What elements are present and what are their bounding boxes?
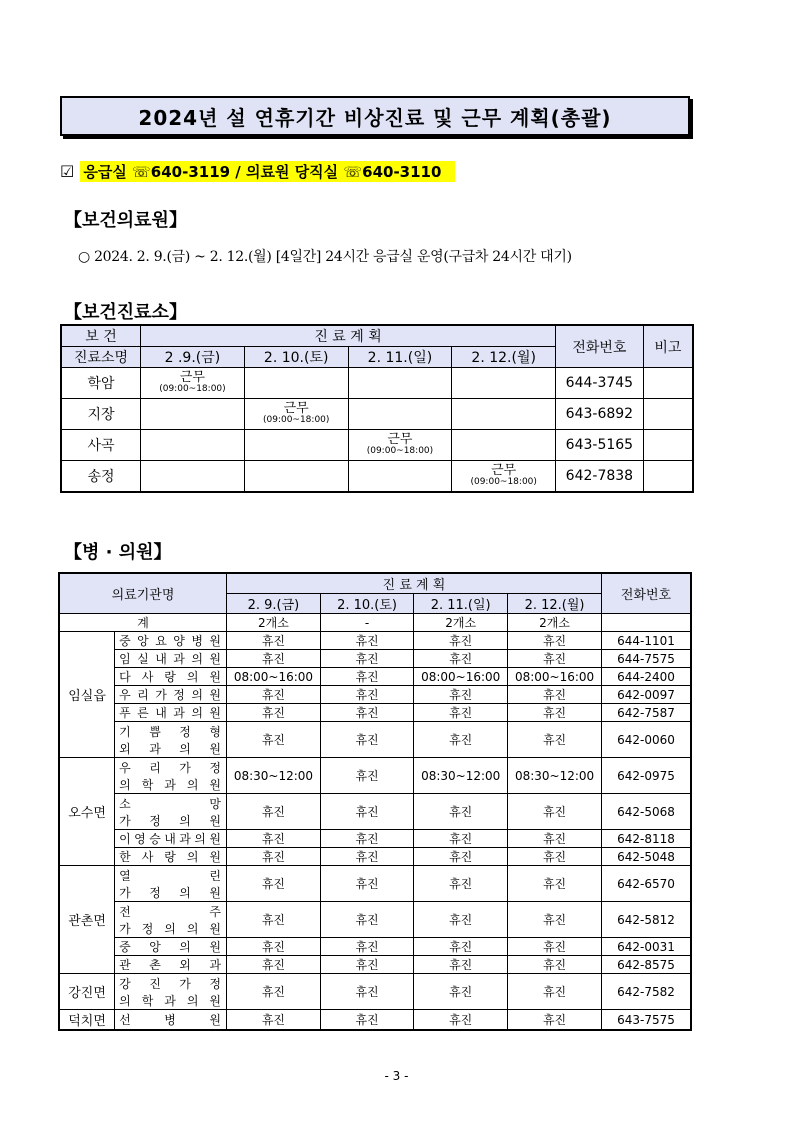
medical-schedule-table xyxy=(58,572,692,1031)
schedule-cell: 휴진 xyxy=(508,866,602,902)
work-label: 근무 xyxy=(179,370,205,386)
schedule-cell: 휴진 xyxy=(320,866,413,902)
schedule-cell: 휴진 xyxy=(226,902,320,938)
schedule-cell: 휴진 xyxy=(226,632,320,650)
schedule-cell: 휴진 xyxy=(414,866,508,902)
medical-date-header: 2. 10.(토) xyxy=(320,594,413,614)
work-entry xyxy=(349,433,452,456)
schedule-cell: 휴진 xyxy=(414,938,508,956)
clinic-schedule-cell xyxy=(452,399,556,430)
institution-name xyxy=(115,632,227,650)
institution-phone: 644-7575 xyxy=(601,650,691,668)
schedule-cell: 휴진 xyxy=(508,938,602,956)
clinic-schedule-cell xyxy=(244,430,348,461)
institution-name xyxy=(115,704,227,722)
work-label: 근무 xyxy=(491,463,517,479)
institution-phone: 642-5812 xyxy=(601,902,691,938)
total-cell: - xyxy=(320,614,413,632)
schedule-cell: 휴진 xyxy=(320,956,413,974)
institution-name-line: 임 실 내 과 의 원 xyxy=(119,652,222,666)
work-hours: (09:00~18:00) xyxy=(470,476,537,487)
page-title: 2024년 설 연휴기간 비상진료 및 근무 계획(총괄) xyxy=(60,96,690,136)
schedule-cell: 휴진 xyxy=(226,1010,320,1031)
schedule-cell: 08:00~16:00 xyxy=(508,668,602,686)
medical-phone-header: 전화번호 xyxy=(601,573,691,614)
schedule-cell: 휴진 xyxy=(320,794,413,830)
schedule-cell: 휴진 xyxy=(320,650,413,668)
clinic-schedule-cell xyxy=(141,399,245,430)
clinic-phone: 642-7838 xyxy=(556,461,644,492)
institution-phone: 642-0097 xyxy=(601,686,691,704)
clinic-schedule-cell xyxy=(348,368,452,399)
schedule-cell: 휴진 xyxy=(414,632,508,650)
schedule-cell: 휴진 xyxy=(508,650,602,668)
medical-date-header: 2. 9.(금) xyxy=(226,594,320,614)
clinic-name: 사곡 xyxy=(61,430,141,461)
schedule-cell: 휴진 xyxy=(226,938,320,956)
institution-name-line: 우 리 가 정 xyxy=(119,760,222,775)
institution-name xyxy=(115,938,227,956)
schedule-cell: 휴진 xyxy=(414,686,508,704)
institution-name-line: 의 학 과 의 원 xyxy=(119,993,222,1008)
institution-phone: 644-1101 xyxy=(601,632,691,650)
institution-name xyxy=(115,794,227,830)
institution-name xyxy=(115,974,227,1010)
institution-phone: 644-2400 xyxy=(601,668,691,686)
district-name: 강진면 xyxy=(59,974,115,1010)
clinic-schedule-cell xyxy=(348,430,452,461)
institution-name-line: 강 진 가 정 xyxy=(119,976,222,991)
clinic-note xyxy=(643,368,693,399)
institution-name-line: 전 주 xyxy=(119,904,222,919)
clinic-name-header-top: 보 건 xyxy=(61,325,141,347)
clinic-phone: 644-3745 xyxy=(556,368,644,399)
schedule-cell: 휴진 xyxy=(226,722,320,758)
schedule-cell: 휴진 xyxy=(226,974,320,1010)
institution-name xyxy=(115,902,227,938)
schedule-cell: 휴진 xyxy=(320,704,413,722)
work-hours: (09:00~18:00) xyxy=(159,384,226,395)
total-cell: 2개소 xyxy=(414,614,508,632)
institution-name-line: 중 앙 의 원 xyxy=(119,940,222,954)
clinic-schedule-table xyxy=(60,324,694,493)
page-number: - 3 - xyxy=(384,1069,409,1083)
schedule-cell: 휴진 xyxy=(508,794,602,830)
schedule-cell: 휴진 xyxy=(320,848,413,866)
institution-phone: 642-8118 xyxy=(601,830,691,848)
section-clinic-heading: 【보건진료소】 xyxy=(64,302,187,323)
institution-name xyxy=(115,830,227,848)
work-label: 근무 xyxy=(387,432,413,448)
schedule-cell: 휴진 xyxy=(414,650,508,668)
schedule-cell: 휴진 xyxy=(414,704,508,722)
schedule-cell: 휴진 xyxy=(508,722,602,758)
institution-phone: 642-5068 xyxy=(601,794,691,830)
schedule-cell: 휴진 xyxy=(320,938,413,956)
institution-name-line: 중 앙 요 양 병 원 xyxy=(119,634,222,648)
schedule-cell: 휴진 xyxy=(226,686,320,704)
clinic-note xyxy=(643,399,693,430)
hospital-schedule-line: ○ 2024. 2. 9.(금) ~ 2. 12.(월) [4일간] 24시간 응급실 운영(구급차 24시간 대기) xyxy=(78,249,572,265)
schedule-cell: 휴진 xyxy=(508,632,602,650)
institution-name-line: 푸 른 내 과 의 원 xyxy=(119,706,222,720)
schedule-cell: 08:30~12:00 xyxy=(508,758,602,794)
institution-name-line: 기 쁨 정 형 xyxy=(119,724,222,739)
clinic-schedule-cell xyxy=(141,461,245,492)
schedule-cell: 휴진 xyxy=(226,830,320,848)
clinic-schedule-cell xyxy=(452,461,556,492)
clinic-name-header-bottom: 진료소명 xyxy=(61,347,141,368)
schedule-cell: 휴진 xyxy=(320,830,413,848)
clinic-schedule-cell xyxy=(141,368,245,399)
clinic-schedule-cell xyxy=(452,430,556,461)
clinic-schedule-cell xyxy=(244,368,348,399)
clinic-phone-header: 전화번호 xyxy=(556,325,644,368)
schedule-cell: 휴진 xyxy=(508,902,602,938)
clinic-date-header: 2. 12.(월) xyxy=(452,347,556,368)
institution-name xyxy=(115,668,227,686)
schedule-cell: 휴진 xyxy=(414,830,508,848)
total-cell: 2개소 xyxy=(508,614,602,632)
schedule-cell: 휴진 xyxy=(320,632,413,650)
institution-header: 의료기관명 xyxy=(59,573,226,614)
institution-name-line: 선 병 원 xyxy=(119,1013,222,1027)
schedule-cell: 휴진 xyxy=(320,758,413,794)
clinic-schedule-cell xyxy=(452,368,556,399)
district-name: 관촌면 xyxy=(59,866,115,974)
schedule-cell: 휴진 xyxy=(226,956,320,974)
schedule-cell: 휴진 xyxy=(226,650,320,668)
clinic-note xyxy=(643,430,693,461)
schedule-cell: 휴진 xyxy=(414,1010,508,1031)
clinic-date-header: 2. 11.(일) xyxy=(348,347,452,368)
institution-name-line: 한 사 랑 의 원 xyxy=(119,850,222,864)
medical-plan-header: 진 료 계 획 xyxy=(226,573,601,594)
schedule-cell: 휴진 xyxy=(414,722,508,758)
institution-name-line: 의 학 과 의 원 xyxy=(119,777,222,792)
institution-name xyxy=(115,650,227,668)
institution-name xyxy=(115,1010,227,1031)
schedule-cell: 휴진 xyxy=(320,686,413,704)
institution-name xyxy=(115,722,227,758)
institution-name-line: 가 정 의 의 원 xyxy=(119,921,222,936)
institution-phone: 642-8575 xyxy=(601,956,691,974)
clinic-note xyxy=(643,461,693,492)
total-cell: 2개소 xyxy=(226,614,320,632)
schedule-cell: 휴진 xyxy=(414,902,508,938)
clinic-schedule-cell xyxy=(244,399,348,430)
clinic-schedule-cell xyxy=(244,461,348,492)
clinic-schedule-cell xyxy=(348,399,452,430)
schedule-cell: 휴진 xyxy=(414,956,508,974)
schedule-cell: 휴진 xyxy=(508,686,602,704)
clinic-plan-header: 진 료 계 획 xyxy=(141,325,556,347)
institution-phone: 642-5048 xyxy=(601,848,691,866)
schedule-cell: 휴진 xyxy=(320,1010,413,1031)
clinic-date-header: 2 .9.(금) xyxy=(141,347,245,368)
clinic-note-header: 비고 xyxy=(643,325,693,368)
clinic-name: 지장 xyxy=(61,399,141,430)
clinic-schedule-cell xyxy=(141,430,245,461)
schedule-cell: 08:30~12:00 xyxy=(226,758,320,794)
schedule-cell: 08:00~16:00 xyxy=(414,668,508,686)
institution-phone: 642-0975 xyxy=(601,758,691,794)
medical-date-header: 2. 12.(월) xyxy=(508,594,602,614)
schedule-cell: 휴진 xyxy=(320,722,413,758)
schedule-cell: 휴진 xyxy=(226,866,320,902)
institution-name xyxy=(115,686,227,704)
institution-name-line: 열 린 xyxy=(119,868,222,883)
clinic-schedule-cell xyxy=(348,461,452,492)
schedule-cell: 08:00~16:00 xyxy=(226,668,320,686)
emergency-hotline xyxy=(60,160,455,182)
clinic-name: 송정 xyxy=(61,461,141,492)
institution-name-line: 다 사 랑 의 원 xyxy=(119,670,222,684)
schedule-cell: 휴진 xyxy=(508,1010,602,1031)
clinic-phone: 643-5165 xyxy=(556,430,644,461)
schedule-cell: 휴진 xyxy=(508,830,602,848)
institution-phone: 642-6570 xyxy=(601,866,691,902)
section-medical-heading: 【병 · 의원】 xyxy=(64,542,172,563)
institution-name-line: 이 영 승 내 과 의 원 xyxy=(119,832,222,846)
section-hospital-heading: 【보건의료원】 xyxy=(64,210,187,231)
institution-name-line: 관 촌 외 과 xyxy=(119,958,222,972)
institution-phone: 642-0060 xyxy=(601,722,691,758)
work-hours: (09:00~18:00) xyxy=(262,415,330,426)
schedule-cell: 휴진 xyxy=(320,974,413,1010)
schedule-cell: 휴진 xyxy=(508,974,602,1010)
work-entry xyxy=(452,464,555,487)
institution-name xyxy=(115,956,227,974)
schedule-cell: 휴진 xyxy=(226,794,320,830)
schedule-cell: 휴진 xyxy=(508,704,602,722)
work-entry xyxy=(141,371,244,394)
institution-phone: 642-0031 xyxy=(601,938,691,956)
clinic-name: 학암 xyxy=(61,368,141,399)
schedule-cell: 08:30~12:00 xyxy=(414,758,508,794)
institution-name-line: 소 망 xyxy=(119,796,222,811)
work-label: 근무 xyxy=(283,401,309,417)
institution-phone: 643-7575 xyxy=(601,1010,691,1031)
institution-name-line: 우 리 가 정 의 원 xyxy=(119,688,222,702)
total-label: 계 xyxy=(59,614,226,632)
institution-name-line: 외 과 의 원 xyxy=(119,741,222,756)
schedule-cell: 휴진 xyxy=(414,794,508,830)
schedule-cell: 휴진 xyxy=(320,668,413,686)
district-name: 임실읍 xyxy=(59,632,115,758)
schedule-cell: 휴진 xyxy=(508,848,602,866)
institution-name xyxy=(115,758,227,794)
institution-name-line: 가 정 의 원 xyxy=(119,885,222,900)
institution-name-line: 가 정 의 원 xyxy=(119,813,222,828)
checkbox-icon: ☑ xyxy=(60,161,75,181)
institution-name xyxy=(115,866,227,902)
district-name: 오수면 xyxy=(59,758,115,866)
schedule-cell: 휴진 xyxy=(508,956,602,974)
schedule-cell: 휴진 xyxy=(226,848,320,866)
clinic-date-header: 2. 10.(토) xyxy=(244,347,348,368)
schedule-cell: 휴진 xyxy=(226,704,320,722)
institution-phone: 642-7587 xyxy=(601,704,691,722)
schedule-cell: 휴진 xyxy=(414,848,508,866)
schedule-cell: 휴진 xyxy=(320,902,413,938)
work-entry xyxy=(245,402,348,425)
work-hours: (09:00~18:00) xyxy=(366,446,434,457)
clinic-phone: 643-6892 xyxy=(556,399,644,430)
institution-phone: 642-7582 xyxy=(601,974,691,1010)
schedule-cell: 휴진 xyxy=(414,974,508,1010)
medical-date-header: 2. 11.(일) xyxy=(414,594,508,614)
total-phone-cell xyxy=(601,614,691,632)
hotline-text: 응급실 ☏640-3119 / 의료원 당직실 ☏640-3110 xyxy=(80,161,455,182)
district-name: 덕치면 xyxy=(59,1010,115,1031)
institution-name xyxy=(115,848,227,866)
